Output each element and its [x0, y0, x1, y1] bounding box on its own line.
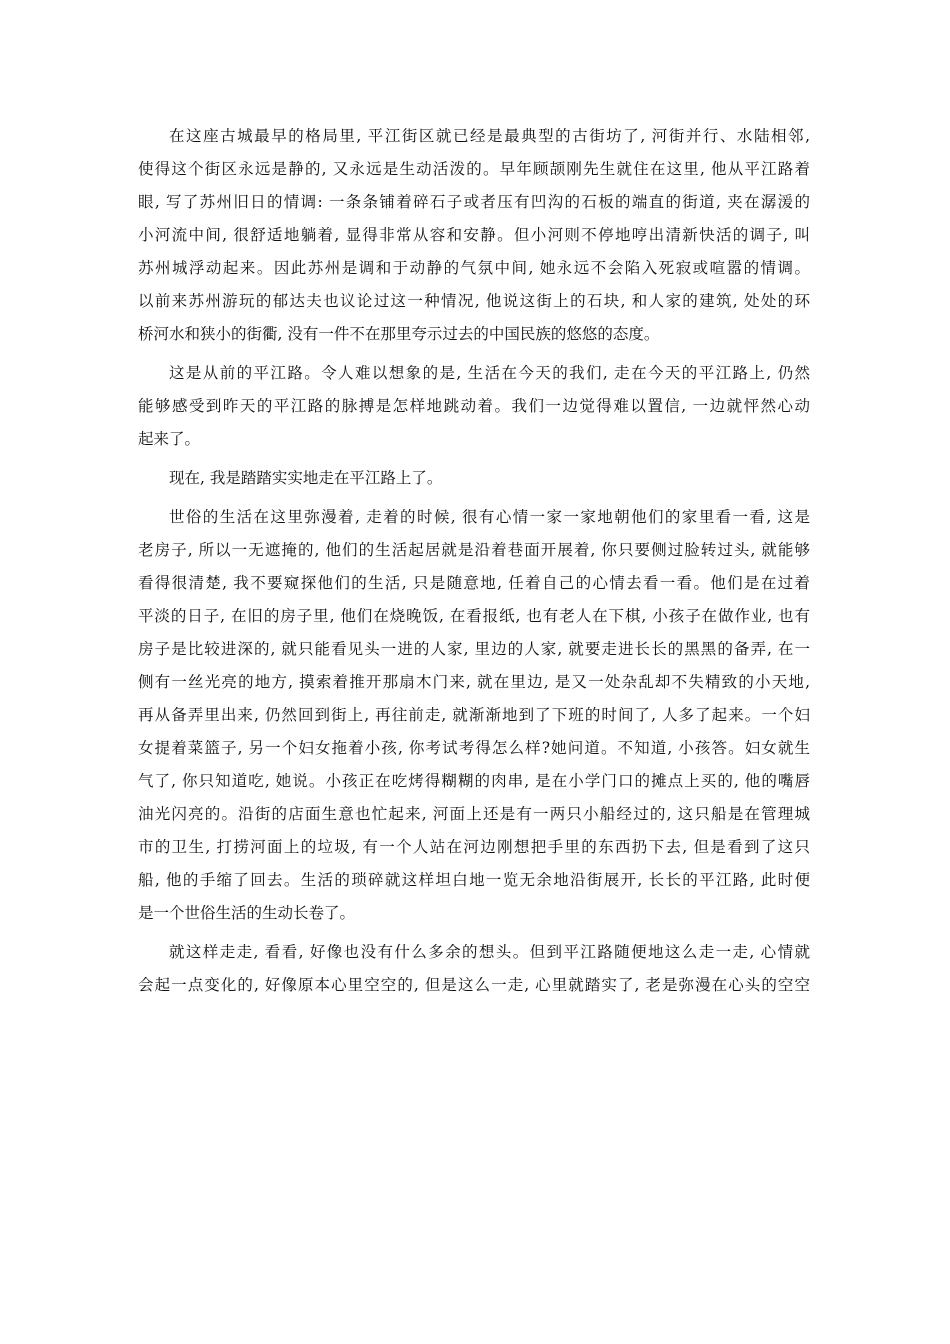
text-line: 油光闪亮的。沿街的店面生意也忙起来, 河面上还是有一两只小船经过的, 这只船是在管理城 [138, 805, 810, 823]
text-line: 眼, 写了苏州旧日的情调: 一条条铺着碎石子或者压有凹沟的石板的端直的街道, 夹在潺湲的 [138, 193, 810, 211]
text-line: 以前来苏州游玩的郁达夫也议论过这一种情况, 他说这街上的石块, 和人家的建筑, 处处的环 [138, 292, 810, 310]
text-line: 现在, 我是踏踏实实地走在平江路上了。 [169, 469, 443, 487]
text-line: 侧有一丝光亮的地方, 摸索着推开那扇木门来, 就在里边, 是又一处杂乱却不失精致的小天地, [138, 673, 810, 691]
text-line: 老房子, 所以一无遮掩的, 他们的生活起居就是沿着巷面开展着, 你只要侧过脸转过头, 就能够 [138, 541, 810, 559]
paragraph-2 [138, 357, 810, 456]
text-line: 看得很清楚, 我不要窥探他们的生活, 只是随意地, 任着自己的心情去看一看。他们是在过着 [138, 574, 810, 592]
text-line: 是一个世俗生活的生动长卷了。 [138, 904, 356, 922]
paragraph-1 [138, 120, 810, 351]
text-line: 小河流中间, 很舒适地躺着, 显得非常从容和安静。但小河则不停地哼出清新快活的调子, 叫 [138, 226, 810, 244]
text-line: 使得这个街区永远是静的, 又永远是生动活泼的。早年顾颉刚先生就住在这里, 他从平江路着 [138, 160, 810, 178]
text-line: 女提着菜篮子, 另一个妇女拖着小孩, 你考试考得怎么样?她问道。不知道, 小孩答。妇女就生 [138, 739, 810, 757]
text-line: 房子是比较进深的, 就只能看见头一进的人家, 里边的人家, 就要走进长长的黑黑的备弄, 在一 [138, 640, 810, 658]
text-line: 在这座古城最早的格局里, 平江街区就已经是最典型的古街坊了, 河街并行、水陆相邻, [169, 127, 810, 145]
text-line: 就这样走走, 看看, 好像也没有什么多余的想头。但到平江路随便地这么走一走, 心情就 [169, 943, 810, 961]
text-line: 船, 他的手缩了回去。生活的琐碎就这样坦白地一览无余地沿街展开, 长长的平江路, 此时便 [138, 871, 810, 889]
paragraph-4 [138, 501, 810, 930]
paragraph-5 [138, 936, 810, 1002]
text-line: 能够感受到昨天的平江路的脉搏是怎样地跳动着。我们一边觉得难以置信, 一边就怦然心动 [138, 397, 810, 415]
text-line: 会起一点变化的, 好像原本心里空空的, 但是这么一走, 心里就踏实了, 老是弥漫在心头的空空 [138, 976, 810, 994]
text-line: 起来了。 [138, 430, 201, 448]
text-line: 市的卫生, 打捞河面上的垃圾, 有一个人站在河边刚想把手里的东西扔下去, 但是看到了这只 [138, 838, 810, 856]
paragraph-3 [138, 462, 810, 495]
article-body [138, 120, 810, 1002]
text-line: 平淡的日子, 在旧的房子里, 他们在烧晚饭, 在看报纸, 也有老人在下棋, 小孩子在做作业, 也有 [138, 607, 810, 625]
text-line: 再从备弄里出来, 仍然回到街上, 再往前走, 就渐渐地到了下班的时间了, 人多了起来。一个妇 [138, 706, 810, 724]
text-line: 苏州城浮动起来。因此苏州是调和于动静的气氛中间, 她永远不会陷入死寂或喧嚣的情调。 [138, 259, 810, 277]
text-line: 气了, 你只知道吃, 她说。小孩正在吃烤得糊糊的肉串, 是在小学门口的摊点上买的, 他的嘴唇 [138, 772, 810, 790]
text-line: 世俗的生活在这里弥漫着, 走着的时候, 很有心情一家一家地朝他们的家里看一看, 这是 [169, 508, 810, 526]
text-line: 桥河水和狭小的街衢, 没有一件不在那里夸示过去的中国民族的悠悠的态度。 [138, 325, 660, 343]
text-line: 这是从前的平江路。令人难以想象的是, 生活在今天的我们, 走在今天的平江路上, 仍然 [169, 364, 810, 382]
